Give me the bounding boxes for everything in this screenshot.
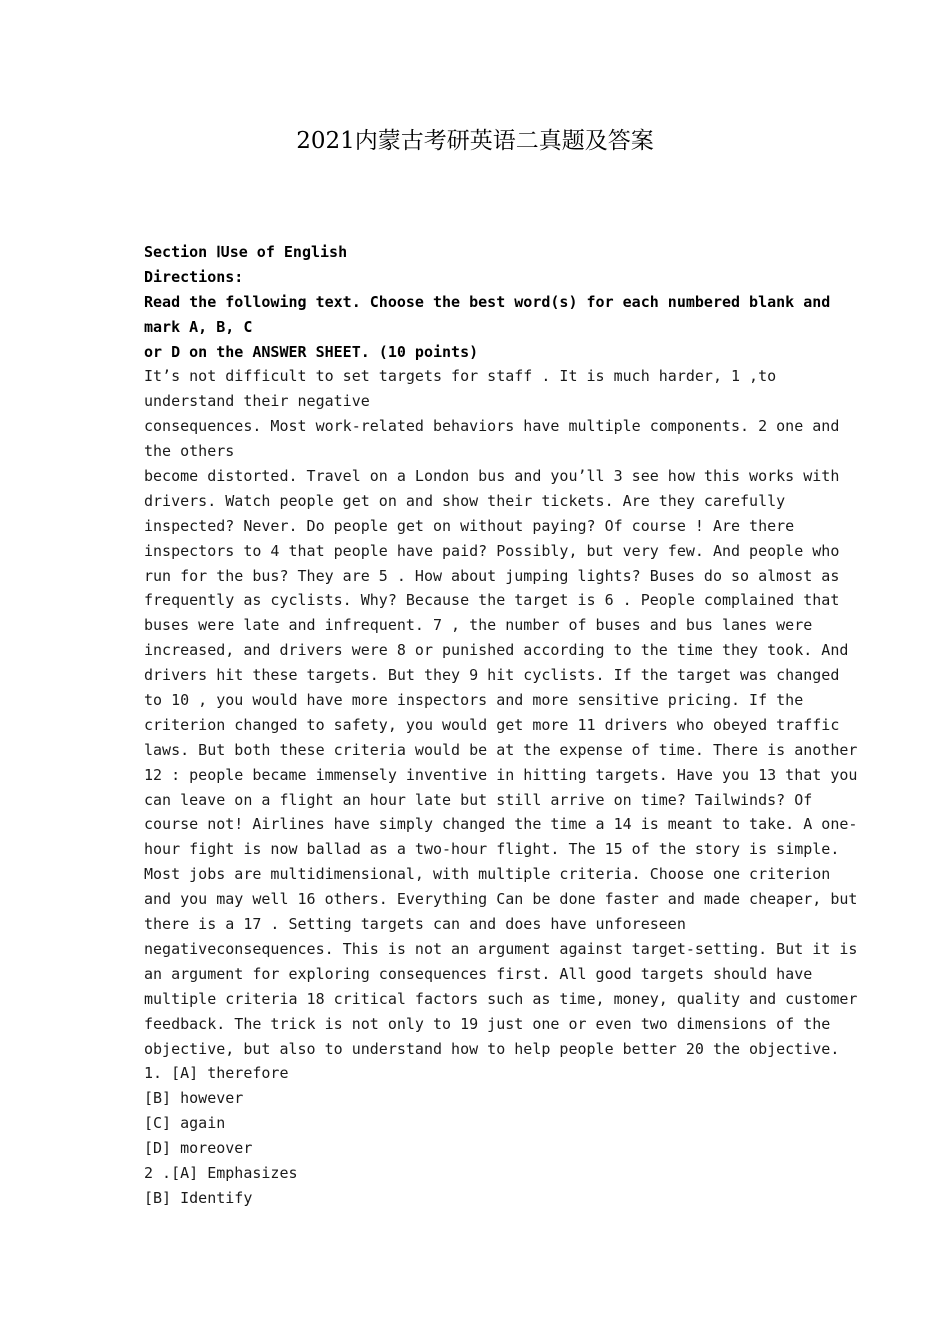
passage-line: frequently as cyclists. Why? Because the target is 6 . People complained that [144,591,840,610]
passage-line: run for the bus? They are 5 . How about jumping lights? Buses do so almost as [144,566,840,585]
document-title: 2021内蒙古考研英语二真题及答案 [296,128,654,154]
passage-line: can leave on a flight an hour late but still arrive on time? Tailwinds? Of [144,790,813,809]
passage-line: drivers hit these targets. But they 9 hit cyclists. If the target was changed [144,666,840,685]
passage-line: and you may well 16 others. Everything Can be done faster and made cheaper, but [144,890,858,909]
option-line: [B] however [144,1089,244,1108]
option-line: 2 .[A] Emphasizes [144,1163,298,1182]
passage-line: to 10 , you would have more inspectors and more sensitive pricing. If the [144,691,804,710]
passage-line: Most jobs are multidimensional, with multiple criteria. Choose one criterion [144,865,831,884]
passage-line: multiple criteria 18 critical factors such as time, money, quality and customer [144,989,858,1008]
answer-options [144,1061,824,1210]
passage-line: objective, but also to understand how to help people better 20 the objective. [144,1039,840,1058]
section-heading: Section ⅠUse of English [144,243,348,261]
passage-line: the others [144,442,235,461]
passage-line: drivers. Watch people get on and show their tickets. Are they carefully [144,491,786,510]
option-line: [D] moreover [144,1139,253,1158]
directions-label: Directions: [144,267,244,286]
passage-line: negativeconsequences. This is not an argument against target-setting. But it is [144,939,858,958]
passage-line: laws. But both these criteria would be at the expense of time. There is another [144,740,858,759]
option-line: [B] Identify [144,1188,253,1207]
document-body [144,240,858,1211]
passage-line: 12 : people became immensely inventive in hitting targets. Have you 13 that you [144,765,858,784]
passage-line: become distorted. Travel on a London bus and you’ll 3 see how this works with [144,467,840,486]
passage-line: consequences. Most work-related behaviors have multiple components. 2 one and [144,417,840,436]
passage-line: buses were late and infrequent. 7 , the number of buses and bus lanes were [144,616,813,635]
passage-line: It’s not difficult to set targets for staff . It is much harder, 1 ,to [144,367,777,386]
passage-line: there is a 17 . Setting targets can and does have unforeseen [144,915,686,934]
directions-line: or D on the ANSWER SHEET. (10 points) [144,342,479,361]
passage-line: inspected? Never. Do people get on without paying? Of course ! Are there [144,516,795,535]
option-line: 1. [A] therefore [144,1064,289,1083]
passage-line: criterion changed to safety, you would get more 11 drivers who obeyed traffic [144,715,840,734]
passage-line: course not! Airlines have simply changed the time a 14 is meant to take. A one- [144,815,858,834]
passage-line: hour fight is now ballad as a two-hour flight. The 15 of the story is simple. [144,840,840,859]
option-line: [C] again [144,1114,226,1133]
passage-line: increased, and drivers were 8 or punished according to the time they took. And [144,641,849,660]
passage-line: feedback. The trick is not only to 19 just one or even two dimensions of the [144,1014,831,1033]
passage-line: an argument for exploring consequences first. All good targets should have [144,964,813,983]
passage-line: inspectors to 4 that people have paid? Possibly, but very few. And people who [144,541,840,560]
passage-line: understand their negative [144,392,370,411]
directions-line: mark A, B, C [144,317,253,336]
passage [144,364,858,1061]
directions-line: Read the following text. Choose the best word(s) for each numbered blank and [144,292,831,311]
